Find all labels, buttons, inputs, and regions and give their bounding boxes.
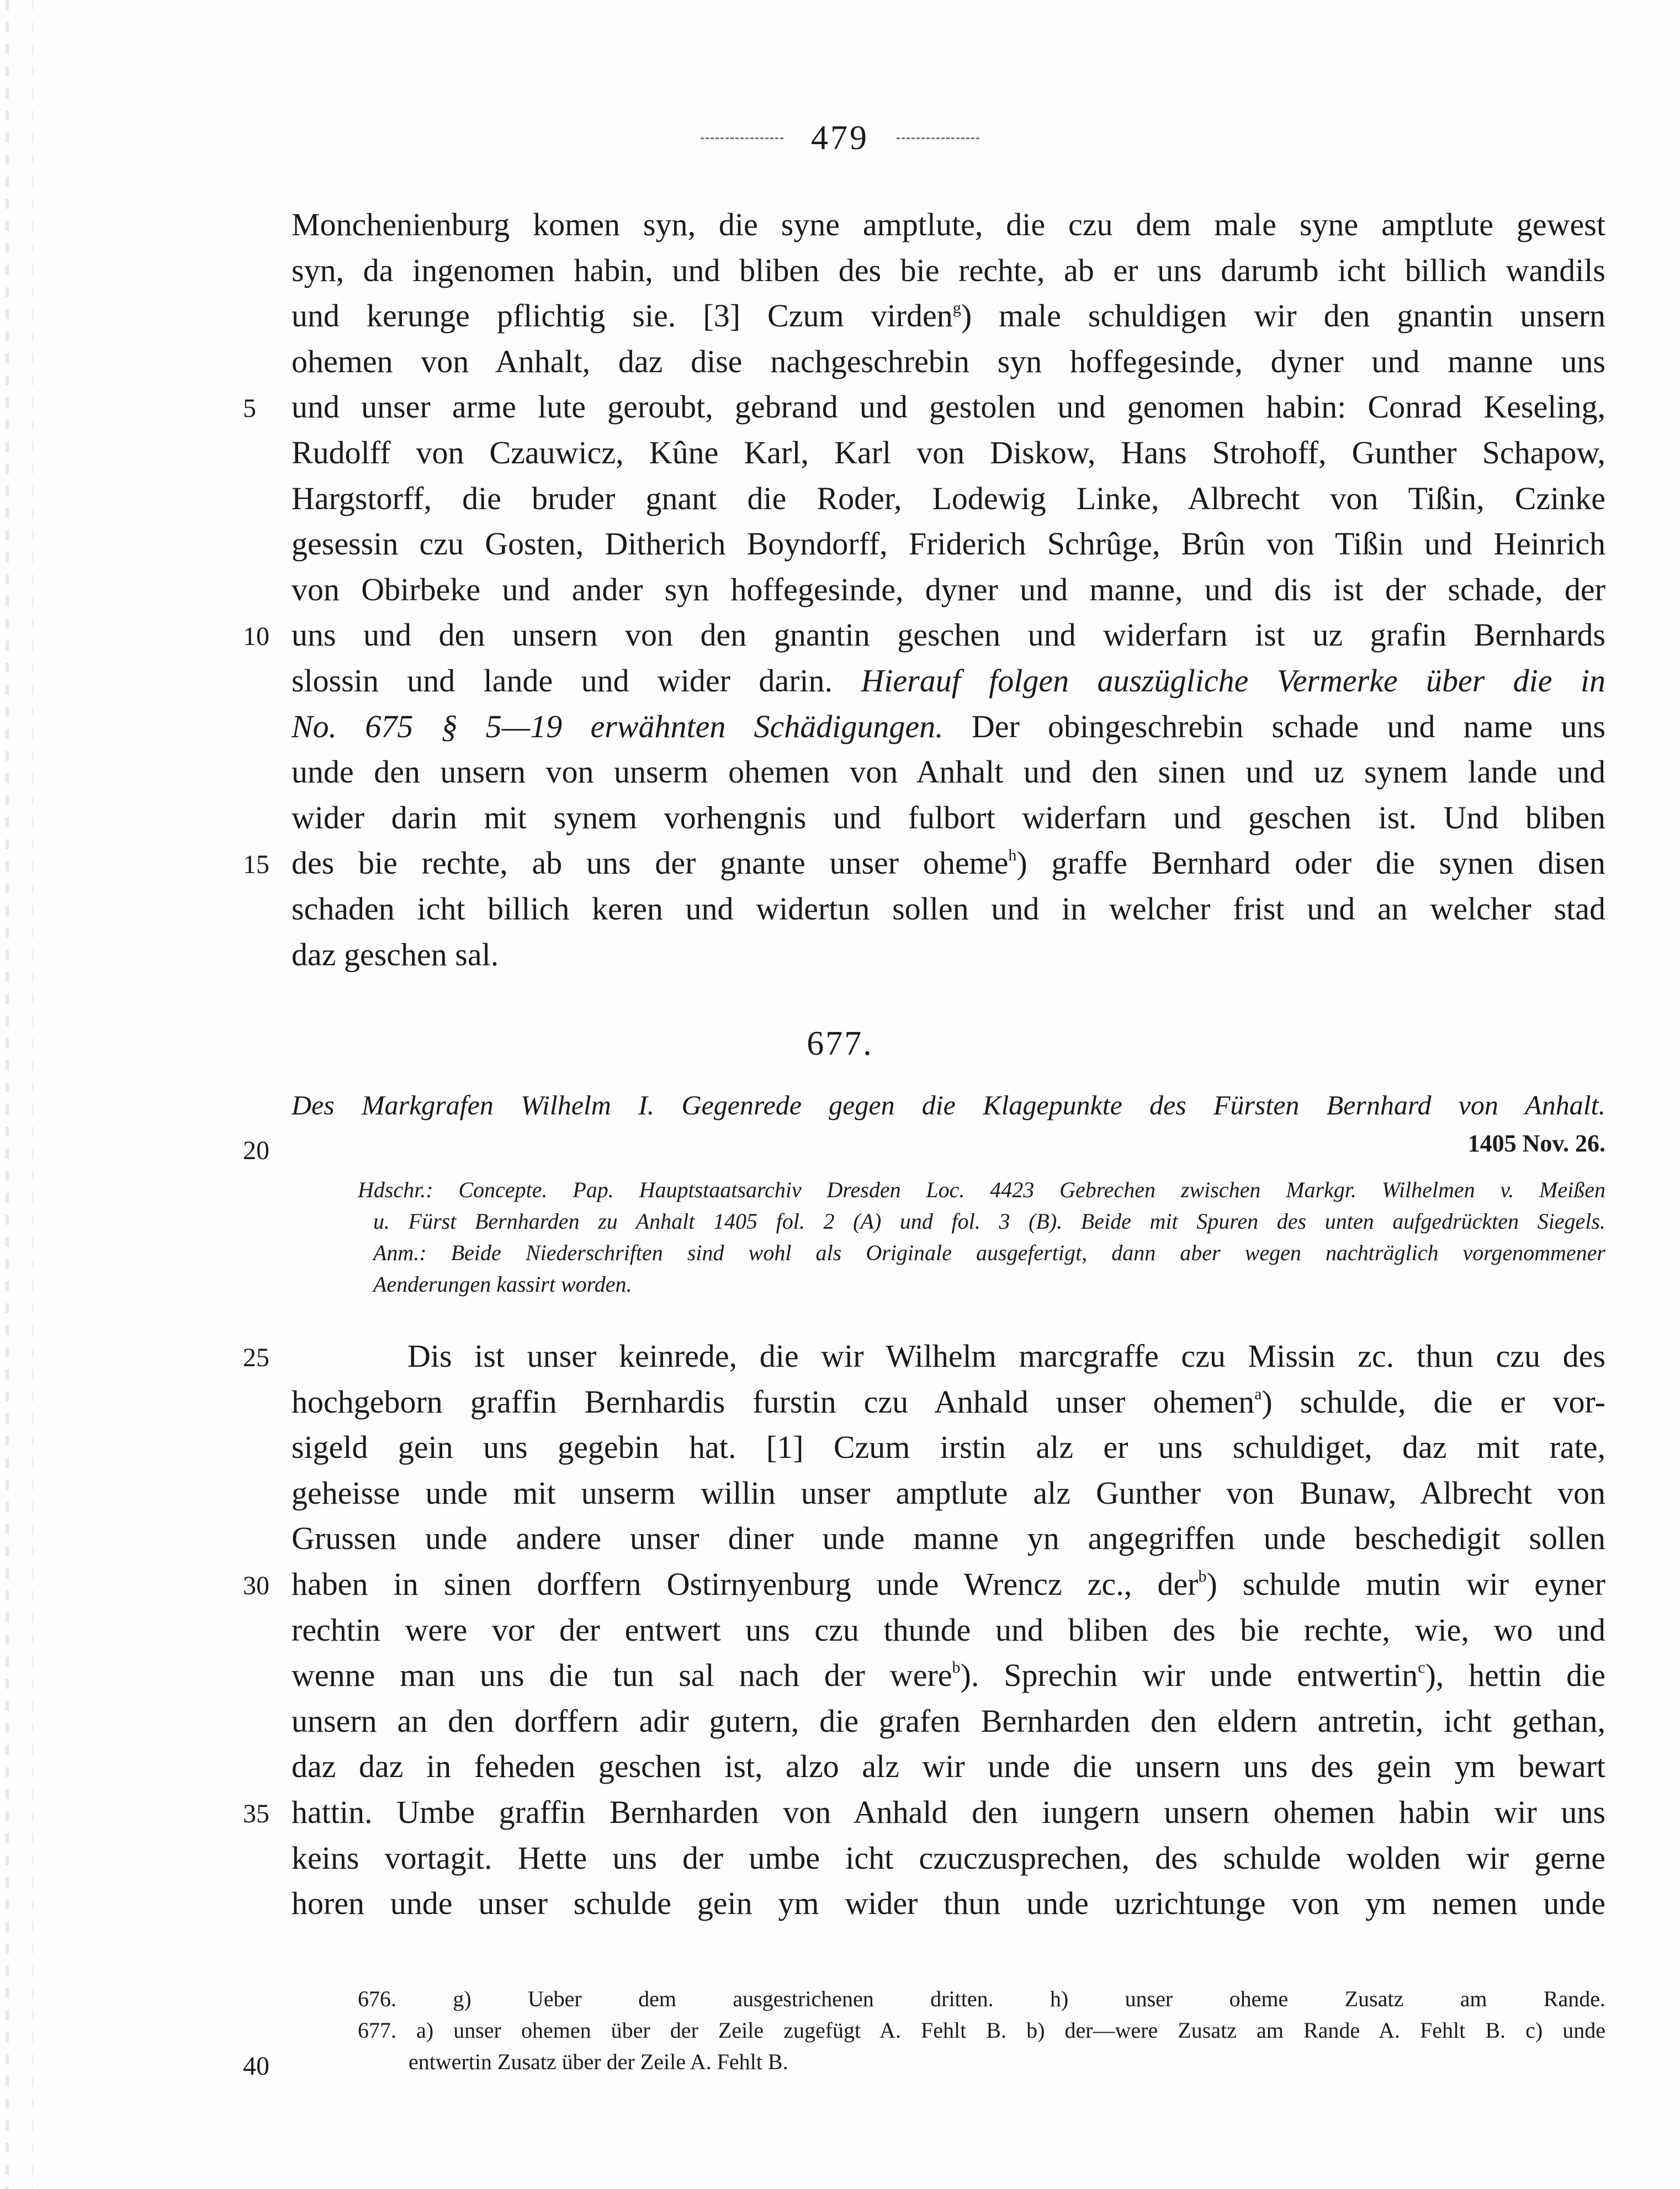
source-line: Aenderungen kassirt worden. [373, 1272, 632, 1297]
page-number: 479 [811, 119, 869, 157]
body-line [292, 1383, 1605, 1420]
body-line [292, 252, 1605, 288]
body-line [292, 1657, 1605, 1694]
text-run [833, 663, 861, 699]
body-line [292, 209, 1605, 241]
text-run: geheisse unde mit unserm willin unser amptlute alz Gunther von Bunaw, Albrecht von [292, 1474, 1605, 1511]
text-run: slossin und lande und wider darin. [292, 663, 833, 699]
regest: Des Markgrafen Wilhelm I. Gegenrede gegen die Klagepunkte des Fürsten Bernhard von Anhalt. [292, 1090, 1605, 1120]
scan-edge [6, 0, 9, 2189]
body-line [292, 619, 1605, 651]
text-run: haben in sinen dorffern Ostirnyenburg unde Wrencz zc., der [292, 1566, 1199, 1602]
margin-line-number: 25 [243, 1343, 269, 1372]
body-line [292, 528, 1605, 560]
text-run: von Obirbeke und ander syn hoffegesinde, dyner und manne, und dis ist der schade, der [292, 571, 1605, 607]
header-rule-left [701, 138, 783, 139]
document-date: 1405 Nov. 26. [1467, 1130, 1605, 1157]
text-run: wenne man uns die tun sal nach der were [292, 1657, 952, 1694]
text-run: ) schulde mutin wir eyner [1206, 1566, 1605, 1602]
text-run: rechtin were vor der entwert uns czu thunde und bliben des bie rechte, wie, wo und [292, 1611, 1605, 1648]
text-run: sigeld gein uns gegebin hat. [1] Czum irstin alz er uns schuldiget, daz mit rate, [292, 1429, 1605, 1466]
document-number: 677. [807, 1025, 873, 1062]
body-line [292, 1702, 1605, 1739]
text-run: ). Sprechin wir unde entwertin [960, 1657, 1418, 1694]
text-run: gesessin czu Gosten, Ditherich Boyndorff, Friderich Schrûge, Brûn von Tißin und Heinrich [292, 526, 1605, 562]
footnote-marker: a [1254, 1384, 1262, 1403]
text-run: hochgeborn graffin Bernhardis furstin czu Anhald unser ohemen [292, 1383, 1255, 1420]
body-line [292, 300, 1605, 332]
footnote-marker: b [1198, 1567, 1207, 1585]
text-run: daz geschen sal. [292, 936, 499, 972]
scan-edge [32, 0, 34, 2189]
body-line [292, 1340, 1605, 1372]
text-run: syn, da ingenomen habin, und bliben des bie rechte, ab er uns darumb icht billich wandils [292, 252, 1605, 288]
text-run: uns und den unsern von den gnantin geschen und widerfarn ist uz grafin Bernhards [292, 617, 1605, 653]
page-header [0, 119, 1680, 158]
margin-line-number: 15 [243, 850, 269, 880]
text-run: unde den unsern von unserm ohemen von Anhalt und den sinen und uz synem lande und [292, 754, 1605, 790]
text-run: Monchenienburg komen syn, die syne amptlute, die czu dem male syne amptlute gewest [292, 207, 1605, 242]
footnote-marker: h [1008, 846, 1017, 865]
footnote-marker: c [1418, 1658, 1425, 1677]
margin-line-number: 10 [243, 622, 269, 652]
footnote-line: 677. a) unser ohemen über der Zeile zugefügt A. Fehlt B. b) der—were Zusatz am Rande A. Fehlt B. c) unde [358, 2018, 1605, 2043]
body-line [292, 391, 1605, 423]
body-line [292, 1520, 1605, 1557]
text-run: ), hettin die [1425, 1657, 1605, 1694]
body-line [292, 1474, 1605, 1511]
body-line [292, 756, 1605, 788]
margin-line-number: 5 [243, 394, 256, 424]
text-run: ) schulde, die er vor- [1262, 1383, 1605, 1420]
text-run [944, 708, 972, 744]
footnote-marker: b [952, 1658, 961, 1677]
margin-line-number: 30 [243, 1571, 269, 1600]
footnote-line: entwertin Zusatz über der Zeile A. Fehlt B. [409, 2049, 788, 2074]
text-run: keins vortagit. Hette uns der umbe icht czuczusprechen, des schulde wolden wir gerne [292, 1839, 1605, 1876]
margin-line-number: 40 [243, 2051, 269, 2081]
text-run: horen unde unser schulde gein ym wider thun unde uzrichtunge von ym nemen unde [292, 1885, 1605, 1922]
body-line [292, 936, 1605, 972]
italic-text: Hierauf folgen auszügliche Vermerke über die in [861, 663, 1606, 699]
body-line [292, 1611, 1605, 1648]
text-run: Grussen unde andere unser diner unde manne yn angegriffen unde beschedigit sollen [292, 1520, 1605, 1557]
body-line [292, 665, 1605, 697]
body-line [292, 1748, 1605, 1785]
body-line [292, 1887, 1605, 1920]
text-run: und unser arme lute geroubt, gebrand und gestolen und genomen habin: Conrad Keseling, [292, 389, 1605, 425]
source-line: Anm.: Beide Niederschriften sind wohl als Originale ausgefertigt, dann aber wegen nachträglich vorgenommener [373, 1240, 1605, 1265]
body-line [292, 1429, 1605, 1466]
header-rule-right [897, 138, 979, 139]
text-run: daz daz in feheden geschen ist, alzo alz wir unde die unsern uns des gein ym bewart [292, 1748, 1605, 1785]
text-run: ohemen von Anhalt, daz dise nachgeschrebin syn hoffegesinde, dyner und manne uns [292, 343, 1605, 379]
text-run: des bie rechte, ab uns der gnante unser oheme [292, 845, 1009, 881]
body-line [292, 708, 1606, 744]
body-line [292, 1796, 1605, 1828]
footnote-line: 676. g) Ueber dem ausgestrichenen dritten. h) unser oheme Zusatz am Rande. [358, 1986, 1605, 2011]
text-run: Hargstorff, die bruder gnant die Roder, Lodewig Linke, Albrecht von Tißin, Czinke [292, 480, 1605, 516]
source-line: u. Fürst Bernharden zu Anhalt 1405 fol. 2 (A) und fol. 3 (B). Beide mit Spuren des unten aufgedrückten Siegels. [373, 1209, 1605, 1234]
body-line [292, 343, 1605, 379]
body-line [292, 571, 1605, 607]
footnote-marker: g [952, 299, 961, 318]
body-line [292, 480, 1605, 516]
text-run: schaden icht billich keren und widertun sollen und in welcher frist und an welcher stad [292, 891, 1605, 927]
text-run: hattin. Umbe graffin Bernharden von Anhald den iungern unsern ohemen habin wir uns [292, 1794, 1605, 1830]
body-line [292, 1839, 1605, 1876]
body-line [292, 893, 1605, 925]
body-line [292, 799, 1605, 836]
margin-line-number: 35 [243, 1799, 269, 1828]
margin-line-number: 20 [243, 1136, 269, 1165]
source-line: Hdschr.: Concepte. Pap. Hauptstaatsarchiv Dresden Loc. 4423 Gebrechen zwischen Markgr. Wilhelmen v. Meißen [358, 1177, 1605, 1202]
text-run: Dis ist unser keinrede, die wir Wilhelm marcgraffe czu Missin zc. thun czu des [407, 1338, 1605, 1374]
text-run: und kerunge pflichtig sie. [3] Czum virden [292, 298, 953, 334]
text-run: ) male schuldigen wir den gnantin unsern [961, 298, 1605, 334]
body-line [292, 437, 1605, 469]
text-run: wider darin mit synem vorhengnis und fulbort widerfarn und geschen ist. Und bliben [292, 799, 1605, 836]
text-run: Rudolff von Czauwicz, Kûne Karl, Karl von Diskow, Hans Strohoff, Gunther Schapow, [292, 435, 1605, 470]
text-run: Der obingeschrebin schade und name uns [971, 708, 1606, 744]
body-line [292, 847, 1605, 879]
text-run: unsern an den dorffern adir gutern, die grafen Bernharden den eldern antretin, icht gethan, [292, 1702, 1605, 1739]
body-line [292, 1568, 1605, 1600]
italic-text: No. 675 § 5—19 erwähnten Schädigungen. [292, 708, 944, 744]
text-run: ) graffe Bernhard oder die synen disen [1016, 845, 1605, 881]
